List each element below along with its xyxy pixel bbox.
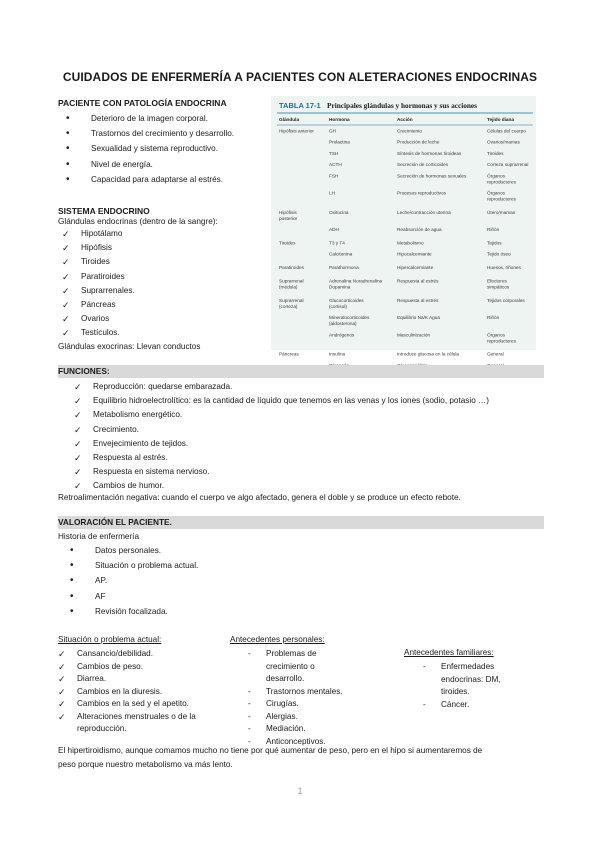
list-item: ✓ Reproducción: quedarse embarazada. bbox=[74, 380, 489, 394]
current-problem-list bbox=[58, 648, 228, 736]
list-item: ✓ Respuesta al estrés. bbox=[74, 451, 489, 465]
table-cell: Páncreas bbox=[279, 351, 299, 357]
table-cell: Crecimiento bbox=[397, 128, 423, 134]
table-cell: Equilibrio Na/K Agua bbox=[397, 315, 440, 321]
table-cell: Metabolismo bbox=[397, 240, 424, 246]
table-cell: Dopamina bbox=[329, 284, 351, 290]
check-icon: ✓ bbox=[62, 271, 70, 282]
table-row bbox=[279, 209, 516, 221]
table-cell: (médula) bbox=[279, 284, 298, 290]
table-cell: (aldosterona) bbox=[329, 321, 357, 327]
table-cell: Respuesta al estrés bbox=[397, 278, 439, 284]
list-item: - Cirugías. bbox=[248, 698, 368, 711]
list-item: ✓ Equilibrio hidroelectrolítico: es la cantidad de líquido que tenemos en las venas y los iones (sodio, potasio …) bbox=[74, 394, 489, 408]
table-cell: Huesos, riñones bbox=[487, 265, 521, 271]
table-cell: Ovarios/mamas bbox=[487, 139, 520, 145]
list-item: ✓ Cambios de humor. bbox=[74, 479, 489, 493]
check-icon: ✓ bbox=[58, 686, 66, 697]
table-header-cell: Acción bbox=[397, 117, 413, 122]
patient-heading: PACIENTE CON PATOLOGÍA ENDOCRINA bbox=[58, 98, 227, 108]
list-item: • Sexualidad y sistema reproductivo. bbox=[66, 142, 234, 156]
table-cell: Respuesta al estrés bbox=[397, 297, 439, 303]
list-item: - Anticonceptivos. bbox=[248, 736, 368, 749]
check-icon: ✓ bbox=[62, 300, 70, 311]
list-item: ✓ Páncreas bbox=[62, 298, 135, 312]
table-cell: T3 y T4 bbox=[329, 240, 345, 246]
glands-intro: Glándulas endocrinas (dentro de la sangre): bbox=[58, 217, 218, 226]
table-cell: Glucocorticoides bbox=[329, 297, 364, 303]
list-item: ✓ Cambios en la diuresis. bbox=[58, 686, 163, 697]
assessment-heading: VALORACIÓN EL PACIENTE. bbox=[58, 517, 172, 527]
list-item: - Mediación. bbox=[248, 723, 368, 736]
table-cell: Útero/mamas bbox=[487, 209, 516, 215]
table-cell: Riñón bbox=[487, 227, 500, 233]
table-cell: (corteza) bbox=[279, 303, 298, 309]
table-cell: Parathormona bbox=[329, 265, 359, 271]
table-cell: Masculinización bbox=[397, 332, 431, 338]
check-icon: ✓ bbox=[58, 649, 66, 659]
table-cell: Órganos bbox=[487, 173, 505, 179]
table-row bbox=[279, 279, 510, 290]
table-title-number: TABLA 17-1 bbox=[279, 101, 321, 110]
table-cell: posterior bbox=[279, 215, 298, 221]
table-cell: FSH bbox=[329, 173, 339, 179]
list-item: • Trastornos del crecimiento y desarrollo. bbox=[66, 127, 234, 141]
table-row bbox=[329, 162, 528, 167]
table-cell: Hipercalcemiante bbox=[397, 265, 434, 271]
table-cell: Procesos reproductivos bbox=[397, 190, 446, 196]
personal-history-heading: Antecedentes personales: bbox=[230, 635, 325, 644]
table-cell: Riñón bbox=[487, 315, 500, 321]
list-item: - Trastornos mentales. bbox=[248, 686, 368, 699]
list-item: - Alergias. bbox=[248, 711, 368, 724]
table-cell: Suprarrenal bbox=[279, 278, 304, 284]
closing-note-line-1: El hipertiroidismo, aunque comamos mucho no tiene por qué aumentar de peso, pero en el hipo si aumentaremos de bbox=[58, 746, 483, 755]
list-item: • Deterioro de la imagen corporal. bbox=[66, 112, 234, 126]
table-cell: Insulina bbox=[329, 351, 346, 357]
table-cell: Paratiroides bbox=[279, 265, 305, 271]
table-cell: TSH bbox=[329, 150, 339, 156]
list-item: - Cáncer. bbox=[423, 699, 533, 712]
family-history-heading: Antecedentes familiares: bbox=[404, 648, 494, 657]
list-item: ✓ Paratiroides bbox=[62, 270, 135, 284]
table-row bbox=[329, 140, 520, 145]
hormone-table-figure bbox=[271, 96, 536, 357]
list-item: ✓ Hipotálamo bbox=[62, 227, 135, 241]
list-item: ✓ Crecimiento. bbox=[74, 423, 489, 437]
check-icon: ✓ bbox=[62, 328, 70, 339]
system-heading: SISTEMA ENDOCRINO bbox=[58, 206, 150, 216]
check-icon: ✓ bbox=[74, 481, 82, 492]
table-cell: Mineralocorticoides bbox=[329, 315, 370, 321]
list-item: ✓ Testículos. bbox=[62, 326, 135, 340]
check-icon: ✓ bbox=[58, 674, 66, 684]
check-icon: ✓ bbox=[74, 396, 82, 407]
list-item: - Problemas de crecimiento o desarrollo. bbox=[248, 648, 352, 686]
check-icon: ✓ bbox=[62, 229, 70, 239]
assessment-band bbox=[58, 516, 544, 529]
table-header-cell: Glándula bbox=[279, 117, 300, 122]
table-cell: LH bbox=[329, 190, 335, 196]
table-cell: Oxitocina bbox=[329, 209, 349, 215]
table-row bbox=[279, 298, 525, 309]
check-icon: ✓ bbox=[74, 467, 82, 478]
current-problem-heading: Situación o problema actual: bbox=[58, 635, 162, 644]
table-cell: Reabsorción de agua bbox=[397, 227, 442, 233]
table-cell: Secreción de hormonas sexuales bbox=[397, 173, 467, 179]
table-header-cell: Hormona bbox=[329, 117, 350, 122]
check-icon: ✓ bbox=[74, 453, 82, 464]
list-item: • Nivel de energía. bbox=[66, 158, 234, 172]
table-header-cell: Tejido diana bbox=[487, 117, 514, 122]
table-cell: Suprarrenal bbox=[279, 297, 304, 303]
assessment-list bbox=[70, 544, 198, 619]
page-title: CUIDADOS DE ENFERMERÍA A PACIENTES CON ALETERACIONES ENDOCRINAS bbox=[62, 70, 538, 84]
table-cell: Hipófisis anterior bbox=[279, 128, 314, 134]
list-item: ✓ Diarrea. bbox=[58, 674, 107, 684]
check-icon: ✓ bbox=[74, 424, 82, 435]
table-cell: reproductores bbox=[487, 179, 516, 185]
table-row bbox=[279, 352, 504, 357]
table-cell: Hipófisis bbox=[279, 209, 297, 215]
table-row bbox=[279, 241, 502, 246]
check-icon: ✓ bbox=[62, 314, 70, 325]
table-cell: ADH bbox=[329, 227, 339, 233]
list-item: ✓ Hipófisis bbox=[62, 241, 135, 255]
patient-list bbox=[66, 112, 234, 187]
table-row bbox=[329, 315, 500, 326]
check-icon: ✓ bbox=[58, 661, 66, 672]
check-icon: ✓ bbox=[74, 438, 82, 449]
list-item: ✓ Tiroides bbox=[62, 255, 135, 269]
check-icon: ✓ bbox=[62, 243, 70, 254]
check-icon: ✓ bbox=[62, 285, 70, 296]
table-row bbox=[329, 252, 511, 257]
personal-history-list bbox=[248, 648, 368, 748]
list-item: ✓ Suprarrenales. bbox=[62, 284, 135, 298]
table-cell: ACTH bbox=[329, 162, 342, 168]
list-item: • AP. bbox=[70, 574, 198, 588]
table-cell: Adrenalina Noradrenalina bbox=[329, 278, 383, 284]
table-cell: Corteza suprarrenal bbox=[487, 162, 529, 168]
table-row bbox=[329, 151, 504, 156]
table-cell: General bbox=[487, 351, 504, 357]
list-item: • Capacidad para adaptarse al estrés. bbox=[66, 173, 234, 187]
list-item: • Datos personales. bbox=[70, 544, 198, 558]
check-icon: ✓ bbox=[62, 257, 70, 268]
table-cell: Tejidos bbox=[487, 240, 502, 246]
functions-band bbox=[58, 365, 544, 378]
list-item: • AF bbox=[70, 590, 198, 604]
list-item: ✓ Envejecimiento de tejidos. bbox=[74, 437, 489, 451]
table-cell: Calcitonina bbox=[329, 251, 353, 257]
history-label: Historia de enfermería bbox=[58, 532, 139, 541]
check-icon: ✓ bbox=[58, 699, 66, 709]
table-cell: Producción de leche bbox=[397, 139, 440, 145]
table-cell: Tejido óseo bbox=[487, 251, 511, 257]
functions-list bbox=[74, 380, 489, 494]
table-cell: GH bbox=[329, 128, 337, 134]
closing-note-line-2: peso porque nuestro metabolismo va más lento. bbox=[58, 760, 233, 769]
table-cell: Tejidos corporales bbox=[487, 297, 525, 303]
table-cell: Introduce glucosa en la célula bbox=[397, 351, 460, 357]
table-row bbox=[329, 190, 517, 202]
list-item: • Situación o problema actual. bbox=[70, 559, 198, 573]
table-cell: Tiroides bbox=[487, 150, 504, 156]
table-cell: simpáticos bbox=[487, 284, 510, 290]
table-cell: Efectores bbox=[487, 278, 507, 284]
list-item: ✓ Cansancio/debilidad. bbox=[58, 649, 154, 659]
functions-heading: FUNCIONES: bbox=[58, 366, 110, 376]
table-row bbox=[279, 265, 522, 270]
glands-list bbox=[62, 227, 135, 341]
table-cell: Órganos bbox=[487, 332, 505, 338]
table-cell: Secreción de corticoides bbox=[397, 162, 449, 168]
table-cell: Tiroides bbox=[279, 240, 296, 246]
table-row bbox=[329, 227, 500, 232]
table-cell: Síntesis de hormonas tiroideas bbox=[397, 150, 462, 156]
list-item: ✓ Ovarios bbox=[62, 312, 135, 326]
table-cell: Hipocalcemiante bbox=[397, 251, 432, 257]
table-title-text: Principales glándulas y hormonas y sus acciones bbox=[327, 101, 478, 110]
table-row bbox=[329, 172, 517, 184]
table-cell: reproductores bbox=[487, 196, 516, 202]
table-cell: Prolactina bbox=[329, 139, 350, 145]
list-item: - Enfermedades endocrinas: DM, tiroides. bbox=[423, 661, 527, 699]
list-item: ✓ Alteraciones menstruales o de la reproducción. bbox=[58, 711, 196, 733]
list-item: ✓ Cambios en la sed y el apetito. bbox=[58, 699, 189, 709]
check-icon: ✓ bbox=[58, 711, 66, 722]
exocrine-note: Glándulas exocrinas: Llevan conductos bbox=[58, 342, 201, 351]
feedback-note: Retroalimentación negativa: cuando el cuerpo ve algo afectado, genera el doble y se produce un efecto rebote. bbox=[58, 493, 461, 502]
hormone-table bbox=[271, 96, 536, 357]
family-history-list bbox=[423, 661, 533, 711]
table-cell: Células del cuerpo bbox=[487, 128, 526, 134]
list-item: • Revisión focalizada. bbox=[70, 605, 198, 619]
table-cell: reproductores bbox=[487, 338, 516, 344]
check-icon: ✓ bbox=[74, 382, 82, 392]
list-item: ✓ Respuesta en sistema nervioso. bbox=[74, 465, 489, 479]
table-row bbox=[279, 129, 526, 134]
check-icon: ✓ bbox=[74, 410, 82, 421]
table-cell: Órganos bbox=[487, 190, 505, 196]
table-row bbox=[329, 331, 517, 343]
list-item: ✓ Metabolismo energético. bbox=[74, 408, 489, 422]
list-item: ✓ Cambios de peso. bbox=[58, 661, 143, 672]
table-cell: Leche/contracción uterina bbox=[397, 209, 451, 215]
table-cell: Andrógenos bbox=[329, 332, 355, 338]
table-cell: (cortisol) bbox=[329, 303, 347, 309]
page-number: 1 bbox=[297, 786, 303, 796]
